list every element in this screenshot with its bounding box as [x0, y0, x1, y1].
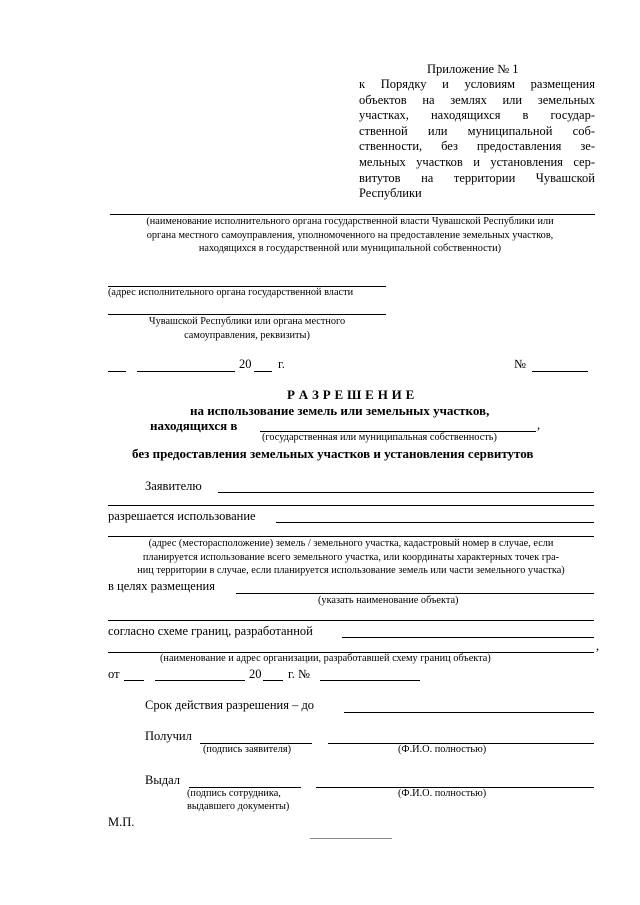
from-year-blank[interactable] [263, 680, 283, 681]
issued-signature-caption-2: выдавшего документы) [187, 801, 290, 812]
annex-line: мельных участков и установления сер- [359, 154, 595, 169]
scheme-label: согласно схеме границ, разработанной [108, 624, 313, 638]
purpose-field-continuation[interactable] [108, 620, 594, 621]
authority-caption-line: органа местного самоуправления, уполномоченного на предоставление земельных участков, [146, 229, 554, 241]
from-month-blank[interactable] [155, 680, 245, 681]
address-caption-3: самоуправления, реквизиты) [184, 330, 310, 341]
validity-field[interactable] [344, 712, 594, 713]
object-caption: (указать наименование объекта) [318, 595, 459, 606]
annex-line: объектов на землях или земельных [359, 92, 595, 107]
ownership-comma: , [537, 418, 541, 432]
purpose-field[interactable] [236, 593, 594, 594]
address-line-2 [108, 314, 386, 315]
applicant-field-continuation[interactable] [108, 505, 594, 506]
location-caption-line: ниц территории в случае, если планируется использование земель или части земельного участка) [137, 565, 565, 576]
validity-label: Срок действия разрешения – до [145, 698, 315, 712]
scheme-number-blank[interactable] [320, 680, 420, 681]
address-caption-1: (адрес исполнительного органа государственной власти [108, 287, 354, 298]
received-label: Получил [145, 729, 192, 743]
authority-caption-line: находящихся в государственной или муниципальной собственности) [198, 243, 502, 254]
location-caption [108, 537, 594, 578]
annex-title: Приложение № 1 [427, 62, 519, 76]
applicant-label: Заявителю [145, 479, 202, 493]
annex-line: ственности, без предоставления зе- [359, 139, 595, 154]
address-caption-2: Чувашской Республики или органа местного [148, 316, 346, 327]
from-year-suffix: г. № [288, 667, 310, 681]
location-caption-line: (адрес (месторасположение) земель / земельного участка, кадастровый номер в случае, если [148, 538, 554, 549]
issued-signature-caption-1: (подпись сотрудника, [187, 788, 281, 799]
annex-line: Республики [359, 186, 422, 201]
issued-label: Выдал [145, 773, 180, 787]
date-month-blank [137, 371, 235, 372]
number-blank [532, 371, 588, 372]
date-year-suffix: г. [278, 357, 285, 371]
document-title: Р А З Р Е Ш Е Н И Е [287, 387, 415, 402]
permitted-label: разрешается использование [108, 509, 256, 523]
org-caption: (наименование и адрес организации, разработавшей схему границ объекта) [160, 653, 491, 664]
received-signature-caption: (подпись заявителя) [203, 744, 292, 755]
applicant-field[interactable] [218, 492, 594, 493]
annex-line: ственной или муниципальной соб- [359, 123, 595, 138]
annex-line: к Порядку и условиям размещения [359, 77, 595, 91]
annex-line: участках, находящихся в государ- [359, 108, 595, 123]
ownership-caption: (государственная или муниципальная собственность) [262, 432, 497, 443]
issued-name-caption: (Ф.И.О. полностью) [398, 788, 487, 799]
from-label: от [108, 667, 120, 681]
date-year-prefix: 20 [239, 357, 252, 371]
annex-line: витутов на территории Чувашской [359, 170, 595, 185]
stamp-label: М.П. [108, 815, 135, 829]
footer-divider [310, 838, 392, 839]
heading-line-3: без предоставления земельных участков и установления сервитутов [132, 446, 534, 461]
purpose-label: в целях размещения [108, 579, 215, 593]
scheme-comma: , [596, 639, 600, 653]
heading-line-1: на использование земель или земельных участков, [190, 403, 490, 418]
date-year-blank [254, 371, 272, 372]
from-day-blank[interactable] [124, 680, 144, 681]
annex-text [359, 77, 595, 202]
received-name-caption: (Ф.И.О. полностью) [398, 744, 487, 755]
authority-caption-line: (наименование исполнительного органа государственной власти Чувашской Республики или [146, 216, 554, 227]
permitted-field[interactable] [276, 522, 594, 523]
scheme-field[interactable] [342, 637, 594, 638]
from-year-prefix: 20 [249, 667, 262, 681]
heading-line-2: находящихся в [150, 418, 238, 433]
authority-caption [100, 215, 600, 256]
location-caption-line: планируется использование всего земельного участка, или координаты характерных точек гра- [142, 551, 560, 563]
date-day-blank [108, 371, 126, 372]
number-sign: № [514, 357, 526, 371]
